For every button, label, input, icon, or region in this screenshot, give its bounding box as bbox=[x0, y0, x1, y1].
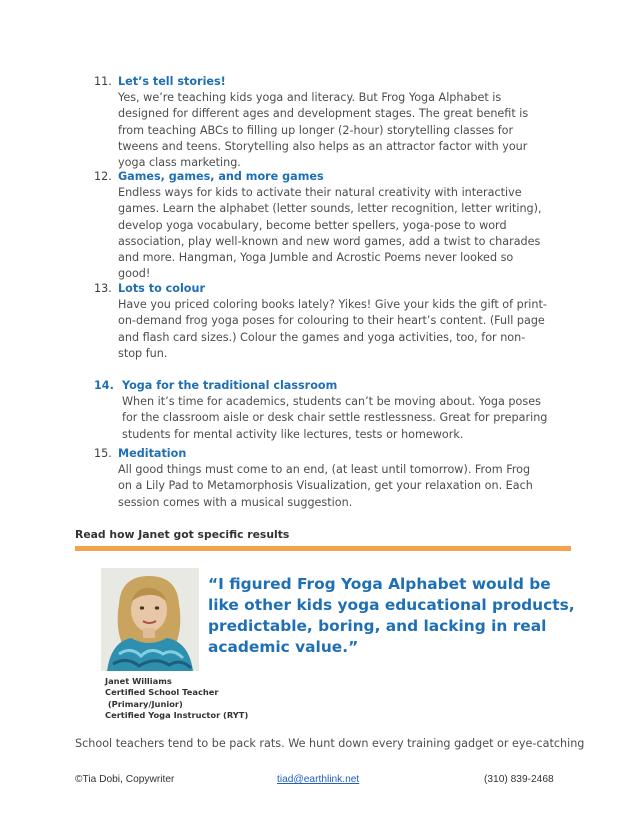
body-line: develop yoga vocabulary, become better spellers, yoga-pose to word bbox=[118, 218, 507, 232]
body-line: association, play well-known and new word games, add a twist to charades bbox=[118, 234, 541, 248]
item-body bbox=[118, 462, 570, 511]
item-number: 14. bbox=[94, 379, 114, 392]
body-line: and more. Hangman, Yoga Jumble and Acrostic Poems never looked so bbox=[118, 251, 514, 265]
item-body bbox=[118, 297, 570, 362]
body-line: All good things must come to an end, (at least until tomorrow). From Frog bbox=[118, 463, 531, 476]
body-line: stop fun. bbox=[118, 346, 168, 360]
body-line: yoga class marketing. bbox=[118, 156, 241, 170]
body-line: on a Lily Pad to Metamorphosis Visualization, get your relaxation on. Each bbox=[118, 479, 533, 493]
quote-line: academic value.” bbox=[208, 638, 359, 656]
item-title: Games, games, and more games bbox=[118, 170, 324, 183]
body-line: tweens and teens. Storytelling also helps as an attractor factor with your bbox=[118, 139, 528, 153]
author-credential: Certified School Teacher bbox=[105, 687, 219, 698]
item-number: 12. bbox=[94, 170, 112, 183]
quote-line: “I figured Frog Yoga Alphabet would be bbox=[208, 575, 551, 593]
quote-line: predictable, boring, and lacking in real bbox=[208, 617, 547, 635]
body-line: from teaching ABCs to filling up longer (2-hour) storytelling classes for bbox=[118, 123, 514, 137]
footer-email-link[interactable]: tiad@earthlink.net bbox=[277, 774, 360, 785]
body-line: games. Learn the alphabet (letter sounds, letter recognition, letter writing), bbox=[118, 202, 542, 216]
body-line: Have you priced coloring books lately? Yikes! Give your kids the gift of print- bbox=[118, 298, 547, 311]
body-line: and flash card sizes.) Colour the games and yoga activities, too, for non- bbox=[118, 330, 526, 344]
body-line: students for mental activity like lectures, tests or homework. bbox=[122, 427, 464, 441]
body-paragraph: School teachers tend to be pack rats. We hunt down every training gadget or eye-catching bbox=[75, 737, 585, 750]
body-line: session comes with a musical suggestion. bbox=[118, 495, 353, 509]
item-title: Yoga for the traditional classroom bbox=[122, 379, 338, 392]
item-body bbox=[118, 185, 570, 283]
body-line: good! bbox=[118, 267, 151, 281]
author-credential: (Primary/Junior) bbox=[105, 698, 183, 709]
body-line: When it’s time for academics, students can’t be moving about. Yoga poses bbox=[122, 395, 541, 408]
testimonial-photo bbox=[101, 568, 199, 671]
item-number: 13. bbox=[94, 282, 112, 295]
item-body bbox=[118, 90, 570, 171]
author-name: Janet Williams bbox=[105, 676, 172, 686]
body-line: for the classroom aisle or desk chair settle restlessness. Great for preparing bbox=[122, 411, 548, 425]
item-number: 15. bbox=[94, 447, 112, 460]
body-line: designed for different ages and development stages. The great benefit is bbox=[118, 107, 529, 121]
body-line: Endless ways for kids to activate their natural creativity with interactive bbox=[118, 186, 522, 199]
item-number: 11. bbox=[94, 75, 112, 88]
item-body bbox=[122, 394, 574, 443]
section-heading: Read how Janet got specific results bbox=[75, 528, 290, 541]
portrait-image bbox=[101, 568, 199, 671]
footer-phone: (310) 839-2468 bbox=[484, 774, 554, 785]
testimonial-attribution bbox=[105, 676, 248, 721]
author-credential: Certified Yoga Instructor (RYT) bbox=[105, 709, 249, 720]
body-line: Yes, we’re teaching kids yoga and literacy. But Frog Yoga Alphabet is bbox=[118, 91, 502, 104]
footer-copyright: ©Tia Dobi, Copywriter bbox=[75, 774, 175, 785]
item-title: Meditation bbox=[118, 447, 187, 460]
body-line: on-demand frog yoga poses for colouring to their heart’s content. (Full page bbox=[118, 314, 545, 328]
item-title: Let’s tell stories! bbox=[118, 75, 226, 88]
divider-rule bbox=[75, 546, 571, 551]
quote-line: like other kids yoga educational products, bbox=[208, 596, 575, 614]
testimonial-quote bbox=[208, 574, 578, 658]
item-title: Lots to colour bbox=[118, 282, 205, 295]
